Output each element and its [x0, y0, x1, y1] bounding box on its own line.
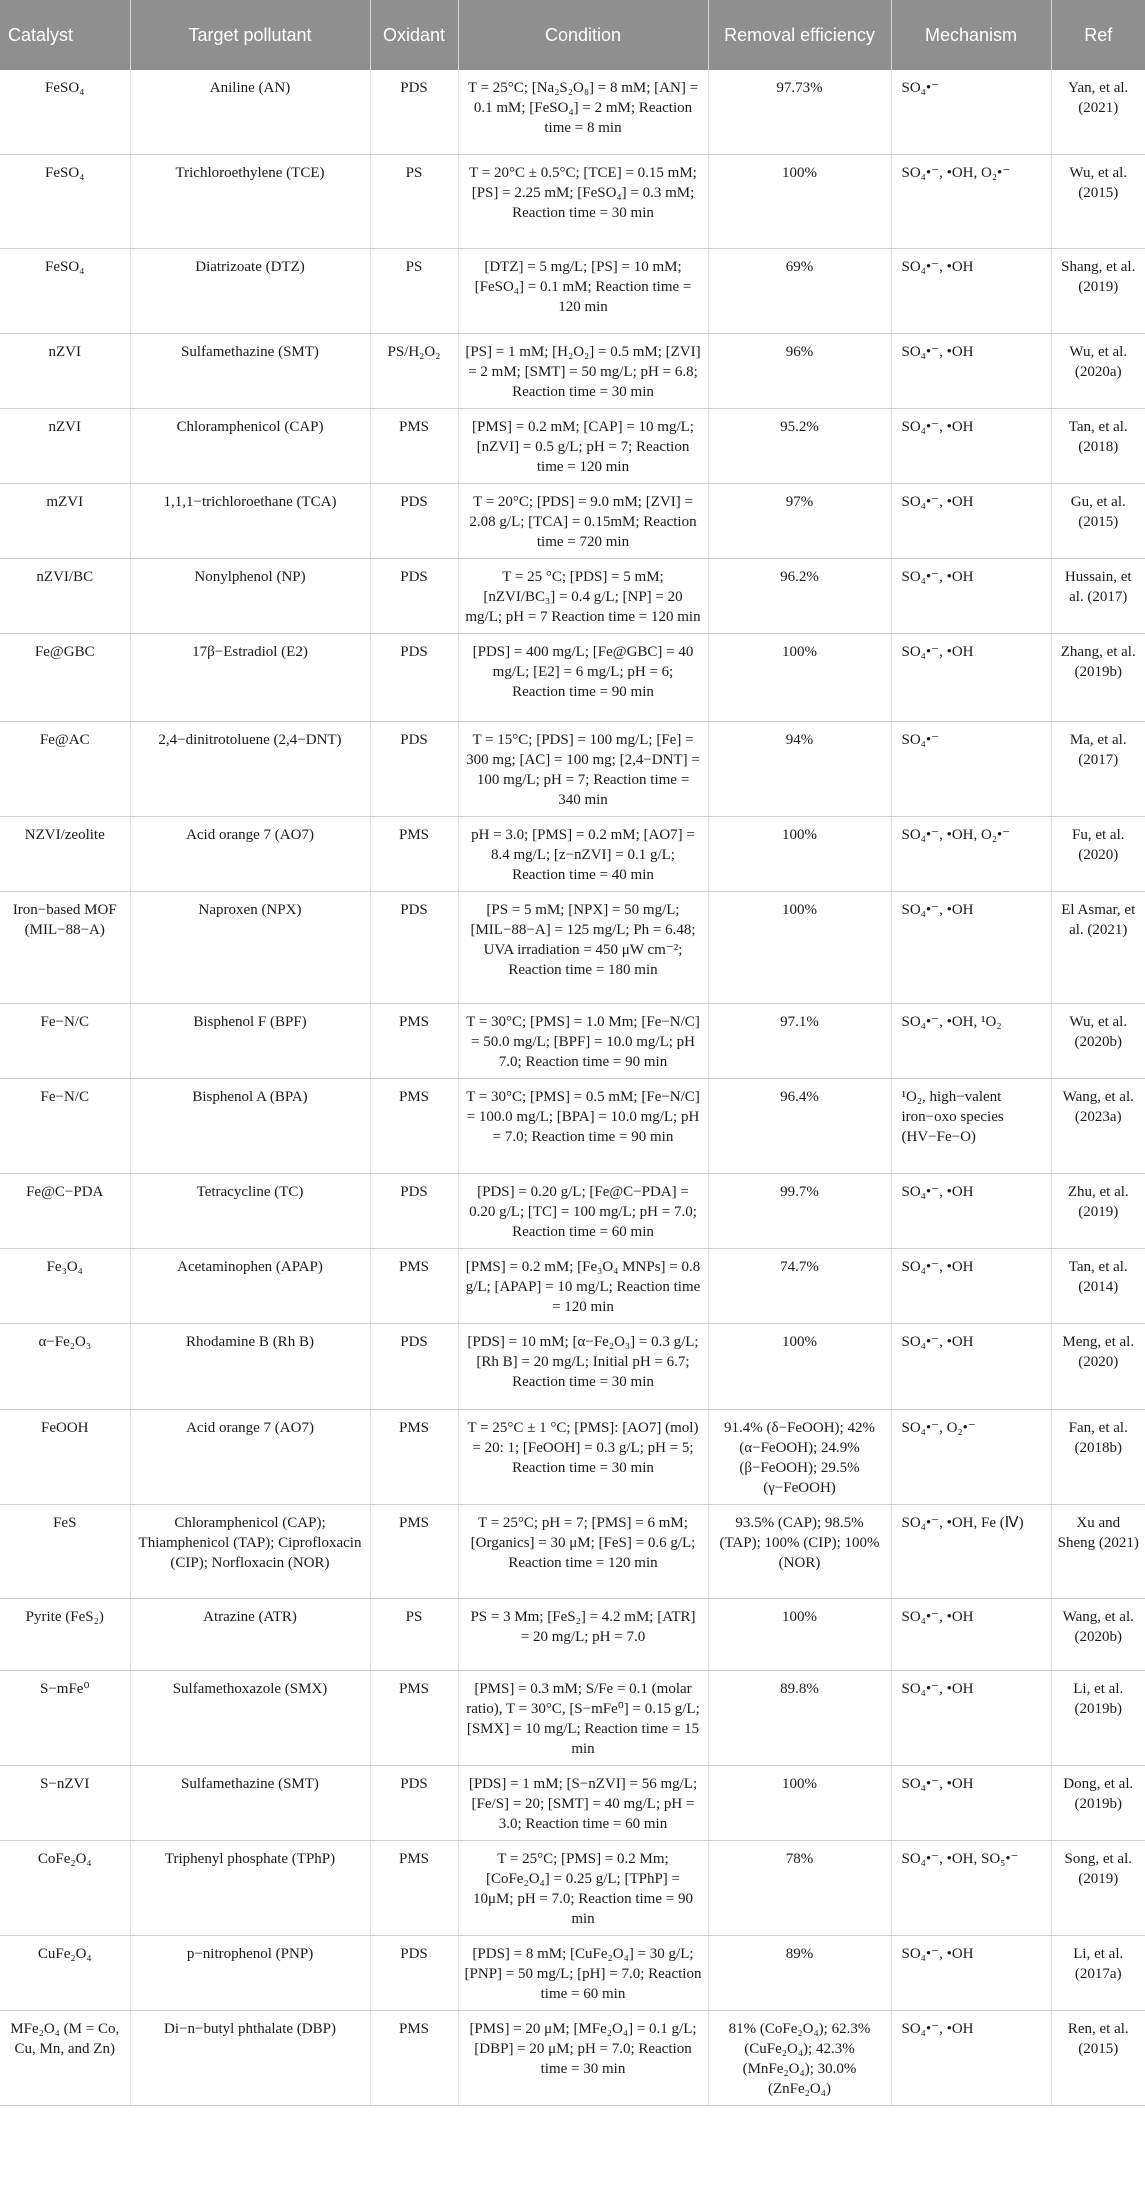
cell-removal: 100% [708, 1598, 891, 1670]
cell-pollutant: Sulfamethazine (SMT) [130, 333, 370, 408]
cell-removal: 89% [708, 1935, 891, 2010]
cell-oxidant: PMS [370, 816, 458, 891]
cell-pollutant: Bisphenol A (BPA) [130, 1078, 370, 1173]
cell-pollutant: 2,4−dinitrotoluene (2,4−DNT) [130, 721, 370, 816]
cell-condition: [PDS] = 10 mM; [α−Fe₂O₃] = 0.3 g/L; [Rh B] = 20 mg/L; Initial pH = 6.7; Reaction time = 30 min [458, 1323, 708, 1409]
cell-condition: [PMS] = 20 μM; [MFe₂O₄] = 0.1 g/L; [DBP] = 20 μM; pH = 7.0; Reaction time = 30 min [458, 2010, 708, 2105]
cell-removal: 81% (CoFe₂O₄); 62.3% (CuFe₂O₄); 42.3% (MnFe₂O₄); 30.0% (ZnFe₂O₄) [708, 2010, 891, 2105]
cell-ref: Xu and Sheng (2021) [1051, 1504, 1145, 1598]
cell-mechanism: SO₄•⁻, •OH [891, 1935, 1051, 2010]
cell-removal: 91.4% (δ−FeOOH); 42% (α−FeOOH); 24.9% (β−FeOOH); 29.5% (γ−FeOOH) [708, 1409, 891, 1504]
table-row [0, 2010, 1145, 2105]
cell-ref: El Asmar, et al. (2021) [1051, 891, 1145, 1003]
cell-mechanism: SO₄•⁻, •OH, ¹O₂ [891, 1003, 1051, 1078]
table-row [0, 891, 1145, 1003]
cell-ref: Tan, et al. (2014) [1051, 1248, 1145, 1323]
cell-ref: Gu, et al. (2015) [1051, 483, 1145, 558]
cell-pollutant: Aniline (AN) [130, 70, 370, 154]
table-row [0, 483, 1145, 558]
cell-ref: Fu, et al. (2020) [1051, 816, 1145, 891]
cell-condition: [PS = 5 mM; [NPX] = 50 mg/L; [MIL−88−A] = 125 mg/L; Ph = 6.48; UVA irradiation = 450 μW cm⁻²; Reaction time = 180 min [458, 891, 708, 1003]
cell-mechanism: SO₄•⁻, •OH [891, 483, 1051, 558]
cell-pollutant: Nonylphenol (NP) [130, 558, 370, 633]
cell-condition: T = 25 °C; [PDS] = 5 mM; [nZVI/BC₃] = 0.4 g/L; [NP] = 20 mg/L; pH = 7 Reaction time = 120 min [458, 558, 708, 633]
table-row [0, 1935, 1145, 2010]
cell-condition: T = 25°C; [PMS] = 0.2 Mm; [CoFe₂O₄] = 0.25 g/L; [TPhP] = 10μM; pH = 7.0; Reaction time = 90 min [458, 1840, 708, 1935]
cell-pollutant: 17β−Estradiol (E2) [130, 633, 370, 721]
cell-oxidant: PS [370, 248, 458, 333]
table-row [0, 1003, 1145, 1078]
cell-ref: Wu, et al. (2020a) [1051, 333, 1145, 408]
cell-pollutant: Diatrizoate (DTZ) [130, 248, 370, 333]
cell-condition: [PMS] = 0.2 mM; [Fe₃O₄ MNPs] = 0.8 g/L; [APAP] = 10 mg/L; Reaction time = 120 min [458, 1248, 708, 1323]
cell-removal: 100% [708, 816, 891, 891]
cell-oxidant: PDS [370, 1173, 458, 1248]
table-body [0, 70, 1145, 2105]
cell-catalyst: MFe₂O₄ (M = Co, Cu, Mn, and Zn) [0, 2010, 130, 2105]
table-row [0, 1173, 1145, 1248]
cell-removal: 100% [708, 891, 891, 1003]
cell-condition: T = 25°C; [Na₂S₂O₈] = 8 mM; [AN] = 0.1 mM; [FeSO₄] = 2 mM; Reaction time = 8 min [458, 70, 708, 154]
cell-catalyst: α−Fe₂O₃ [0, 1323, 130, 1409]
cell-removal: 94% [708, 721, 891, 816]
cell-removal: 74.7% [708, 1248, 891, 1323]
cell-condition: [PDS] = 0.20 g/L; [Fe@C−PDA] = 0.20 g/L; [TC] = 100 mg/L; pH = 7.0; Reaction time = 60 min [458, 1173, 708, 1248]
cell-oxidant: PDS [370, 483, 458, 558]
header-removal-efficiency: Removal efficiency [708, 0, 891, 70]
cell-mechanism: SO₄•⁻, •OH [891, 408, 1051, 483]
cell-ref: Zhang, et al. (2019b) [1051, 633, 1145, 721]
cell-condition: [PMS] = 0.2 mM; [CAP] = 10 mg/L; [nZVI] = 0.5 g/L; pH = 7; Reaction time = 120 min [458, 408, 708, 483]
cell-ref: Ma, et al. (2017) [1051, 721, 1145, 816]
cell-oxidant: PMS [370, 408, 458, 483]
cell-catalyst: FeOOH [0, 1409, 130, 1504]
cell-pollutant: Rhodamine B (Rh B) [130, 1323, 370, 1409]
header-target-pollutant: Target pollutant [130, 0, 370, 70]
cell-condition: pH = 3.0; [PMS] = 0.2 mM; [AO7] = 8.4 mg/L; [z−nZVI] = 0.1 g/L; Reaction time = 40 min [458, 816, 708, 891]
cell-mechanism: SO₄•⁻, •OH [891, 2010, 1051, 2105]
cell-oxidant: PS/H₂O₂ [370, 333, 458, 408]
cell-catalyst: S−mFe⁰ [0, 1670, 130, 1765]
cell-catalyst: mZVI [0, 483, 130, 558]
cell-pollutant: p−nitrophenol (PNP) [130, 1935, 370, 2010]
cell-condition: T = 30°C; [PMS] = 0.5 mM; [Fe−N/C] = 100.0 mg/L; [BPA] = 10.0 mg/L; pH = 7.0; Reaction time = 90 min [458, 1078, 708, 1173]
cell-condition: T = 25°C ± 1 °C; [PMS]: [AO7] (mol) = 20: 1; [FeOOH] = 0.3 g/L; pH = 5; Reaction time = 30 min [458, 1409, 708, 1504]
cell-ref: Meng, et al. (2020) [1051, 1323, 1145, 1409]
table-row [0, 1323, 1145, 1409]
cell-pollutant: Di−n−butyl phthalate (DBP) [130, 2010, 370, 2105]
cell-mechanism: SO₄•⁻, •OH [891, 1598, 1051, 1670]
cell-ref: Yan, et al. (2021) [1051, 70, 1145, 154]
cell-oxidant: PDS [370, 1323, 458, 1409]
cell-pollutant: Tetracycline (TC) [130, 1173, 370, 1248]
cell-catalyst: nZVI [0, 408, 130, 483]
cell-catalyst: FeSO₄ [0, 154, 130, 248]
cell-catalyst: Iron−based MOF (MIL−88−A) [0, 891, 130, 1003]
cell-ref: Wang, et al. (2020b) [1051, 1598, 1145, 1670]
cell-oxidant: PS [370, 154, 458, 248]
cell-condition: T = 15°C; [PDS] = 100 mg/L; [Fe] = 300 mg; [AC] = 100 mg; [2,4−DNT] = 100 mg/L; pH = 7; Reaction time = 340 min [458, 721, 708, 816]
cell-removal: 69% [708, 248, 891, 333]
cell-removal: 99.7% [708, 1173, 891, 1248]
cell-catalyst: CuFe₂O₄ [0, 1935, 130, 2010]
cell-mechanism: SO₄•⁻, •OH, O₂•⁻ [891, 816, 1051, 891]
cell-removal: 97.1% [708, 1003, 891, 1078]
table-header [0, 0, 1145, 70]
cell-pollutant: Naproxen (NPX) [130, 891, 370, 1003]
cell-oxidant: PDS [370, 1935, 458, 2010]
cell-removal: 95.2% [708, 408, 891, 483]
cell-ref: Shang, et al. (2019) [1051, 248, 1145, 333]
cell-catalyst: Fe₃O₄ [0, 1248, 130, 1323]
cell-mechanism: SO₄•⁻, •OH [891, 1670, 1051, 1765]
table-row [0, 558, 1145, 633]
cell-removal: 96.2% [708, 558, 891, 633]
cell-oxidant: PS [370, 1598, 458, 1670]
table-row [0, 333, 1145, 408]
cell-removal: 93.5% (CAP); 98.5% (TAP); 100% (CIP); 100% (NOR) [708, 1504, 891, 1598]
cell-removal: 78% [708, 1840, 891, 1935]
cell-catalyst: CoFe₂O₄ [0, 1840, 130, 1935]
cell-condition: [PDS] = 1 mM; [S−nZVI] = 56 mg/L; [Fe/S] = 20; [SMT] = 40 mg/L; pH = 3.0; Reaction time = 60 min [458, 1765, 708, 1840]
cell-catalyst: S−nZVI [0, 1765, 130, 1840]
header-catalyst: Catalyst [0, 0, 130, 70]
cell-oxidant: PMS [370, 1003, 458, 1078]
header-oxidant: Oxidant [370, 0, 458, 70]
cell-ref: Song, et al. (2019) [1051, 1840, 1145, 1935]
cell-removal: 100% [708, 1323, 891, 1409]
cell-pollutant: Sulfamethoxazole (SMX) [130, 1670, 370, 1765]
header-ref: Ref [1051, 0, 1145, 70]
table-row [0, 1409, 1145, 1504]
cell-removal: 97% [708, 483, 891, 558]
cell-mechanism: SO₄•⁻ [891, 721, 1051, 816]
cell-catalyst: FeSO₄ [0, 70, 130, 154]
cell-oxidant: PMS [370, 1078, 458, 1173]
cell-condition: T = 20°C; [PDS] = 9.0 mM; [ZVI] = 2.08 g/L; [TCA] = 0.15mM; Reaction time = 720 min [458, 483, 708, 558]
cell-oxidant: PDS [370, 891, 458, 1003]
table-row [0, 633, 1145, 721]
cell-removal: 96% [708, 333, 891, 408]
cell-pollutant: Chloramphenicol (CAP) [130, 408, 370, 483]
table-row [0, 721, 1145, 816]
cell-mechanism: SO₄•⁻, •OH, SO₅•⁻ [891, 1840, 1051, 1935]
cell-mechanism: SO₄•⁻, •OH [891, 333, 1051, 408]
cell-pollutant: Acetaminophen (APAP) [130, 1248, 370, 1323]
cell-ref: Li, et al. (2019b) [1051, 1670, 1145, 1765]
cell-catalyst: Fe@AC [0, 721, 130, 816]
cell-mechanism: SO₄•⁻, •OH [891, 1323, 1051, 1409]
cell-catalyst: nZVI/BC [0, 558, 130, 633]
cell-catalyst: NZVI/zeolite [0, 816, 130, 891]
cell-removal: 100% [708, 154, 891, 248]
cell-removal: 96.4% [708, 1078, 891, 1173]
cell-pollutant: Sulfamethazine (SMT) [130, 1765, 370, 1840]
cell-ref: Li, et al. (2017a) [1051, 1935, 1145, 2010]
cell-oxidant: PMS [370, 2010, 458, 2105]
cell-catalyst: FeSO₄ [0, 248, 130, 333]
cell-mechanism: SO₄•⁻, •OH [891, 1765, 1051, 1840]
cell-oxidant: PDS [370, 633, 458, 721]
cell-mechanism: SO₄•⁻, •OH [891, 558, 1051, 633]
cell-pollutant: Bisphenol F (BPF) [130, 1003, 370, 1078]
cell-condition: [PMS] = 0.3 mM; S/Fe = 0.1 (molar ratio), T = 30°C, [S−mFe⁰] = 0.15 g/L; [SMX] = 10 mg/L; Reaction time = 15 min [458, 1670, 708, 1765]
cell-mechanism: SO₄•⁻, •OH [891, 633, 1051, 721]
cell-removal: 100% [708, 1765, 891, 1840]
cell-oxidant: PMS [370, 1409, 458, 1504]
cell-condition: [PS] = 1 mM; [H₂O₂] = 0.5 mM; [ZVI] = 2 mM; [SMT] = 50 mg/L; pH = 6.8; Reaction time = 30 min [458, 333, 708, 408]
cell-mechanism: ¹O₂, high−valent iron−oxo species (HV−Fe−O) [891, 1078, 1051, 1173]
cell-pollutant: Acid orange 7 (AO7) [130, 1409, 370, 1504]
table-row [0, 1598, 1145, 1670]
cell-mechanism: SO₄•⁻, •OH [891, 1173, 1051, 1248]
cell-mechanism: SO₄•⁻, •OH [891, 1248, 1051, 1323]
cell-oxidant: PDS [370, 558, 458, 633]
cell-condition: PS = 3 Mm; [FeS₂] = 4.2 mM; [ATR] = 20 mg/L; pH = 7.0 [458, 1598, 708, 1670]
cell-removal: 97.73% [708, 70, 891, 154]
cell-ref: Hussain, et al. (2017) [1051, 558, 1145, 633]
table-row [0, 1670, 1145, 1765]
cell-catalyst: Pyrite (FeS₂) [0, 1598, 130, 1670]
header-condition: Condition [458, 0, 708, 70]
cell-condition: T = 20°C ± 0.5°C; [TCE] = 0.15 mM; [PS] = 2.25 mM; [FeSO₄] = 0.3 mM; Reaction time = 30 min [458, 154, 708, 248]
cell-oxidant: PDS [370, 70, 458, 154]
cell-oxidant: PMS [370, 1504, 458, 1598]
cell-condition: T = 30°C; [PMS] = 1.0 Mm; [Fe−N/C] = 50.0 mg/L; [BPF] = 10.0 mg/L; pH 7.0; Reaction time = 90 min [458, 1003, 708, 1078]
cell-ref: Zhu, et al. (2019) [1051, 1173, 1145, 1248]
cell-pollutant: Chloramphenicol (CAP); Thiamphenicol (TAP); Ciprofloxacin (CIP); Norfloxacin (NOR) [130, 1504, 370, 1598]
cell-mechanism: SO₄•⁻ [891, 70, 1051, 154]
cell-ref: Wang, et al. (2023a) [1051, 1078, 1145, 1173]
cell-catalyst: Fe@GBC [0, 633, 130, 721]
cell-mechanism: SO₄•⁻, •OH [891, 248, 1051, 333]
cell-catalyst: Fe−N/C [0, 1078, 130, 1173]
cell-removal: 89.8% [708, 1670, 891, 1765]
table-row [0, 1504, 1145, 1598]
cell-ref: Ren, et al. (2015) [1051, 2010, 1145, 2105]
cell-condition: T = 25°C; pH = 7; [PMS] = 6 mM; [Organics] = 30 μM; [FeS] = 0.6 g/L; Reaction time = 120 min [458, 1504, 708, 1598]
table-row [0, 1078, 1145, 1173]
header-mechanism: Mechanism [891, 0, 1051, 70]
table-row [0, 1248, 1145, 1323]
cell-ref: Tan, et al. (2018) [1051, 408, 1145, 483]
table-row [0, 1765, 1145, 1840]
table-row [0, 70, 1145, 154]
table-row [0, 154, 1145, 248]
cell-mechanism: SO₄•⁻, •OH [891, 891, 1051, 1003]
cell-catalyst: Fe@C−PDA [0, 1173, 130, 1248]
cell-oxidant: PDS [370, 721, 458, 816]
table-row [0, 408, 1145, 483]
header-row [0, 0, 1145, 70]
cell-oxidant: PMS [370, 1248, 458, 1323]
cell-pollutant: Acid orange 7 (AO7) [130, 816, 370, 891]
cell-catalyst: Fe−N/C [0, 1003, 130, 1078]
cell-oxidant: PMS [370, 1670, 458, 1765]
cell-pollutant: Triphenyl phosphate (TPhP) [130, 1840, 370, 1935]
cell-catalyst: FeS [0, 1504, 130, 1598]
cell-ref: Wu, et al. (2020b) [1051, 1003, 1145, 1078]
cell-pollutant: Trichloroethylene (TCE) [130, 154, 370, 248]
table-row [0, 1840, 1145, 1935]
cell-pollutant: 1,1,1−trichloroethane (TCA) [130, 483, 370, 558]
cell-oxidant: PMS [370, 1840, 458, 1935]
cell-removal: 100% [708, 633, 891, 721]
cell-mechanism: SO₄•⁻, •OH, O₂•⁻ [891, 154, 1051, 248]
table-row [0, 248, 1145, 333]
cell-ref: Fan, et al. (2018b) [1051, 1409, 1145, 1504]
cell-oxidant: PDS [370, 1765, 458, 1840]
cell-condition: [PDS] = 8 mM; [CuFe₂O₄] = 30 g/L; [PNP] = 50 mg/L; [pH] = 7.0; Reaction time = 60 min [458, 1935, 708, 2010]
cell-pollutant: Atrazine (ATR) [130, 1598, 370, 1670]
cell-catalyst: nZVI [0, 333, 130, 408]
cell-ref: Dong, et al. (2019b) [1051, 1765, 1145, 1840]
cell-condition: [PDS] = 400 mg/L; [Fe@GBC] = 40 mg/L; [E2] = 6 mg/L; pH = 6; Reaction time = 90 min [458, 633, 708, 721]
cell-mechanism: SO₄•⁻, O₂•⁻ [891, 1409, 1051, 1504]
table-row [0, 816, 1145, 891]
cell-condition: [DTZ] = 5 mg/L; [PS] = 10 mM; [FeSO₄] = 0.1 mM; Reaction time = 120 min [458, 248, 708, 333]
cell-ref: Wu, et al. (2015) [1051, 154, 1145, 248]
cell-mechanism: SO₄•⁻, •OH, Fe (Ⅳ) [891, 1504, 1051, 1598]
